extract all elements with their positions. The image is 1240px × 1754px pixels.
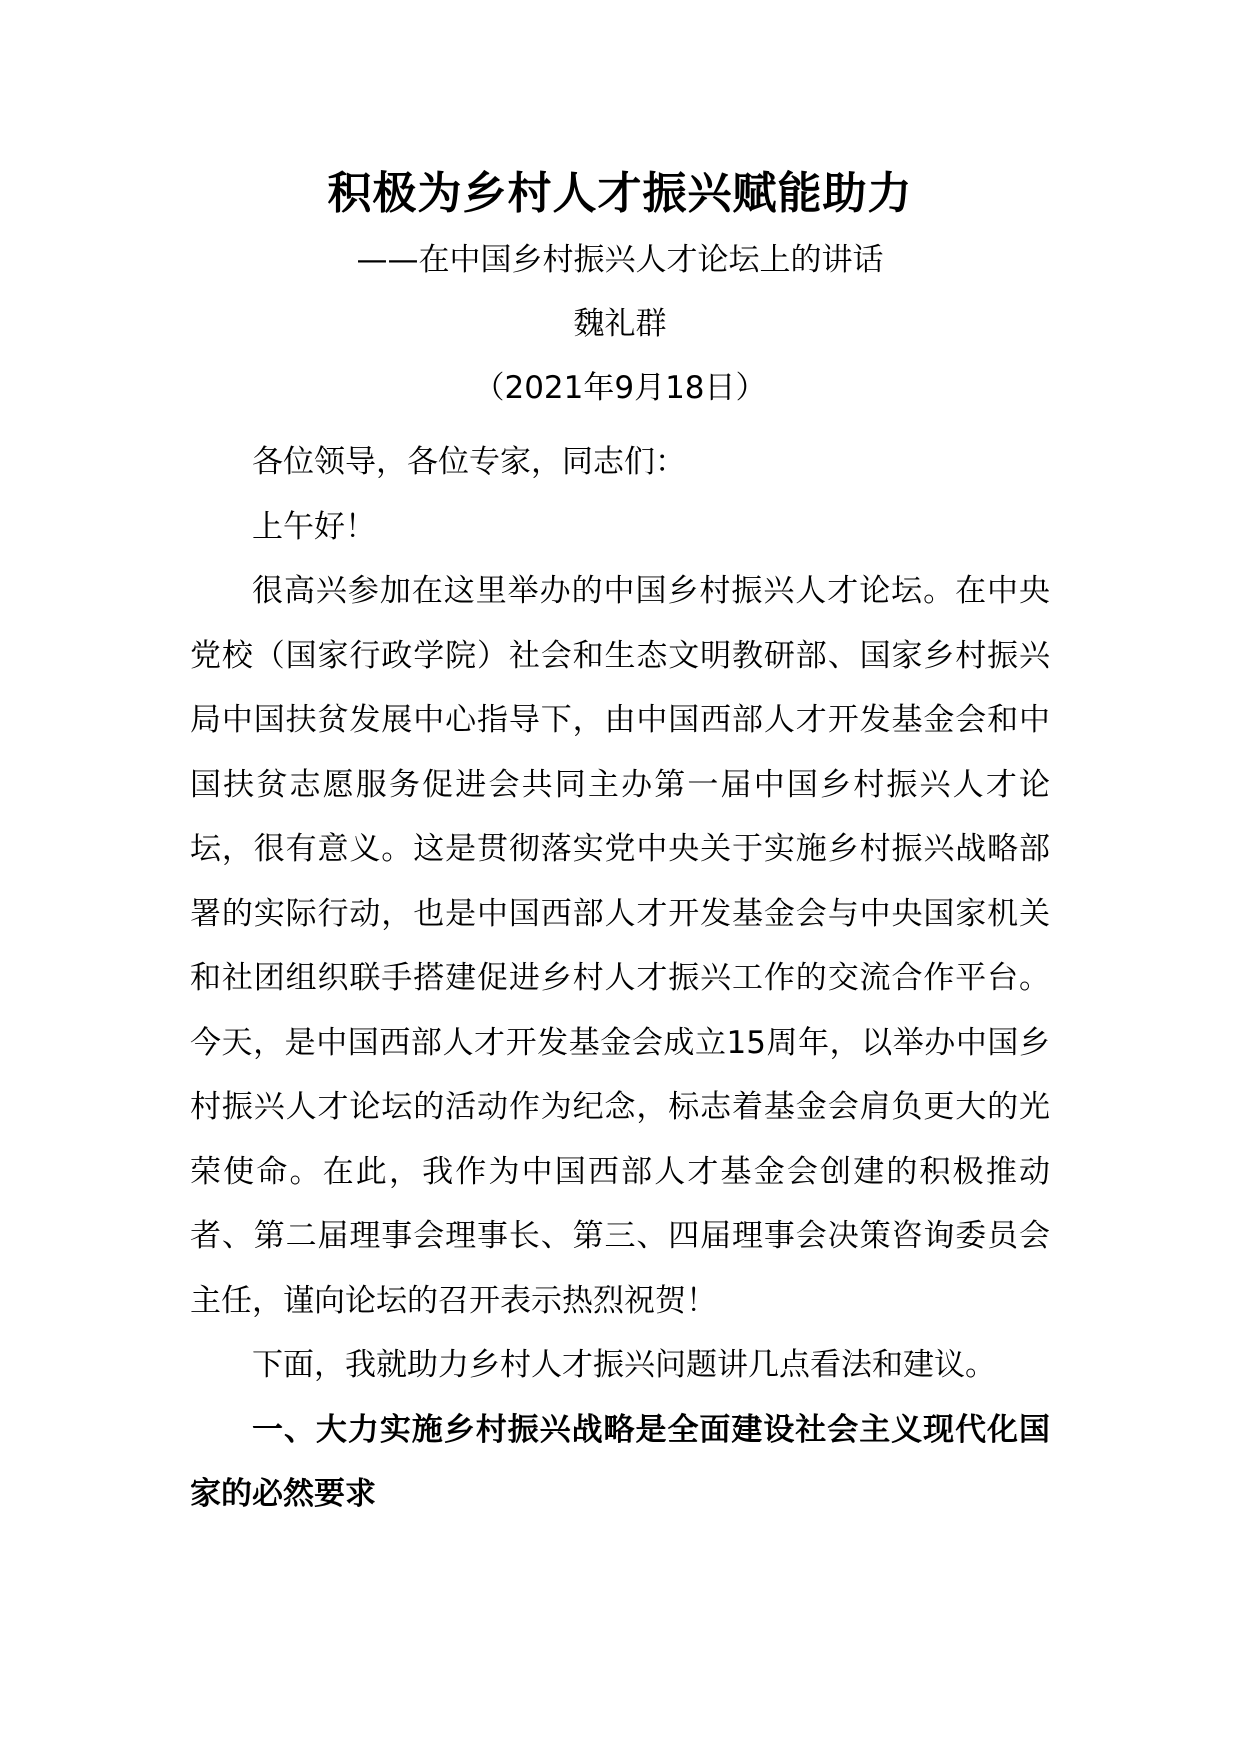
document-date: （2021年9月18日） <box>473 370 767 406</box>
document-subtitle: ——在中国乡村振兴人才论坛上的讲话 <box>356 242 884 278</box>
greeting-paragraph: 各位领导，各位专家，同志们： <box>252 444 686 480</box>
document-author: 魏礼群 <box>573 306 667 342</box>
salutation-paragraph: 上午好！ <box>252 508 376 545</box>
body-paragraph-2: 下面，我就助力乡村人才振兴问题讲几点看法和建议。 <box>252 1347 996 1383</box>
document-body <box>190 430 1050 1527</box>
document-title: 积极为乡村人才振兴赋能助力 <box>327 168 913 219</box>
body-paragraph-1: 很高兴参加在这里举办的中国乡村振兴人才论坛。在中央党校（国家行政学院）社会和生态文明教研部、国家乡村振兴局中国扶贫发展中心指导下，由中国西部人才开发基金会和中国扶贫志愿服务促进会共同主办第一届中国乡村振兴人才论坛，很有意义。这是贯彻落实党中央关于实施乡村振兴战略部署的实际行动，也是中国西部人才开发基金会与中央国家机关和社团组织联手搭建促进乡村人才振兴工作的交流合作平台。今天，是中国西部人才开发基金会成立15周年，以举办中国乡村振兴人才论坛的活动作为纪念，标志着基金会肩负更大的光荣使命。在此，我作为中国西部人才基金会创建的积极推动者、第二届理事会理事长、第三、四届理事会决策咨询委员会主任，谨向论坛的召开表示热烈祝贺！ <box>190 573 1050 1319</box>
section-heading-1: 一、大力实施乡村振兴战略是全面建设社会主义现代化国家的必然要求 <box>190 1411 1050 1512</box>
